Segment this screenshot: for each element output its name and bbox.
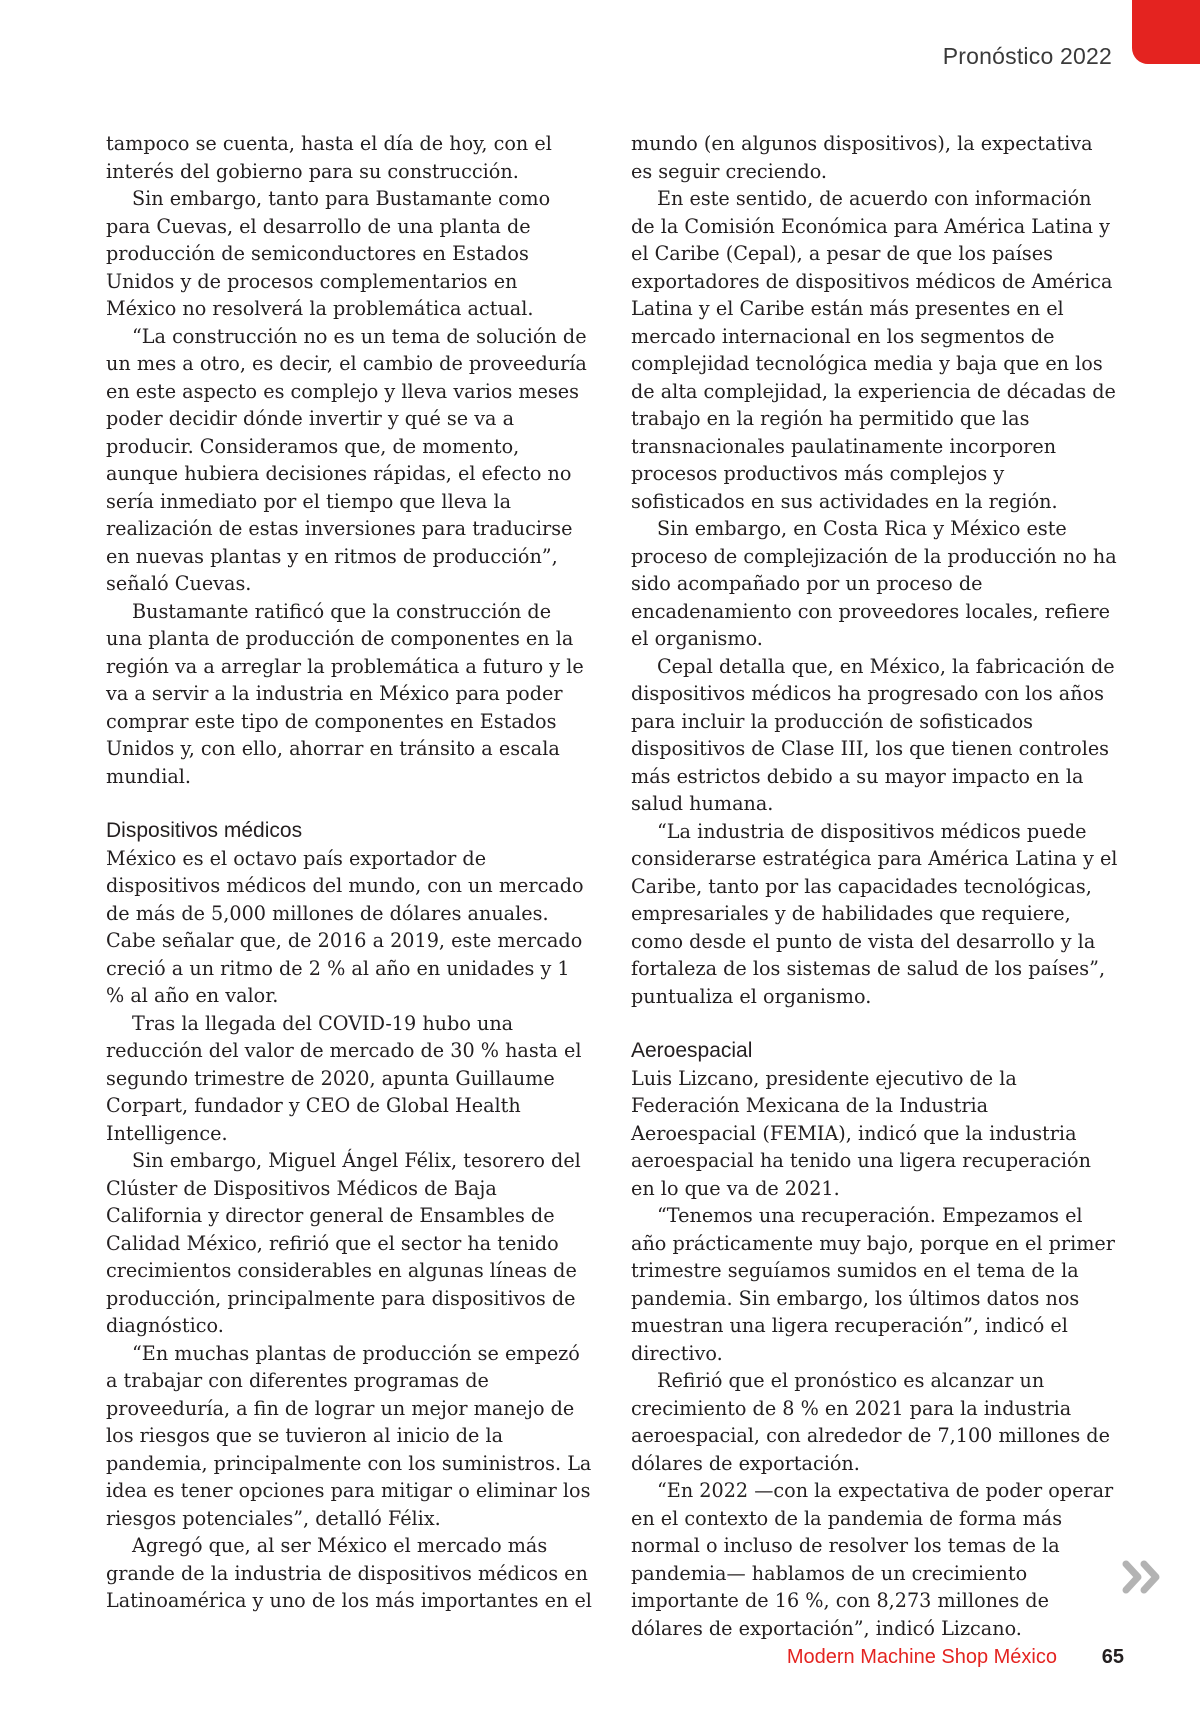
magazine-name: Modern Machine Shop México xyxy=(786,1646,1057,1668)
left-column xyxy=(106,130,593,1615)
paragraph: tampoco se cuenta, hasta el día de hoy, con el interés del gobierno para su construcción. xyxy=(106,132,552,183)
paragraph: Refirió que el pronóstico es alcanzar un crecimiento de 8 % en 2021 para la industria aeroespacial, con alrededor de 7,100 millones de dólares de exportación. xyxy=(631,1369,1110,1475)
paragraph: Agregó que, al ser México el mercado más grande de la industria de dispositivos médicos en Latinoamérica y uno de los más importantes en el xyxy=(106,1534,592,1612)
paragraph: “En 2022 —con la expectativa de poder operar en el contexto de la pandemia de forma más normal o incluso de resolver los temas de la pandemia— hablamos de un crecimiento importante de 16 %, con 8,273 millones de dólares de exportación”, indicó Lizcano. xyxy=(631,1479,1114,1640)
subheading-aerospace: Aeroespacial xyxy=(631,1039,753,1062)
paragraph: En este sentido, de acuerdo con información de la Comisión Económica para América Latina y el Caribe (Cepal), a pesar de que los países exportadores de dispositivos médicos de América Latina y el Caribe están más presentes en el mercado internacional en los segmentos de complejidad tecnológica media y baja que en los de alta complejidad, la experiencia de décadas de trabajo en la región ha permitido que las transnacionales paulatinamente incorporen procesos productivos más complejos y sofisticados en sus actividades en la región. xyxy=(631,187,1116,513)
section-title: Pronóstico 2022 xyxy=(942,43,1112,69)
right-column xyxy=(631,130,1118,1642)
paragraph: Sin embargo, en Costa Rica y México este proceso de complejización de la producción no ha sido acompañado por un proceso de encadenamiento con proveedores locales, refiere el organismo. xyxy=(631,517,1117,650)
paragraph: Cepal detalla que, en México, la fabricación de dispositivos médicos ha progresado con los años para incluir la producción de sofisticados dispositivos de Clase III, los que tienen controles más estrictos debido a su mayor impacto en la salud humana. xyxy=(631,654,1115,815)
paragraph: “La construcción no es un tema de solución de un mes a otro, es decir, el cambio de proveeduría en este aspecto es complejo y lleva varios meses poder decidir dónde invertir y qué se va a producir. Consideramos que, de momento, aunque hubiera decisiones rápidas, el efecto no sería inmediato por el tiempo que lleva la realización de estas inversiones para traducirse en nuevas plantas y en ritmos de producción”, señaló Cuevas. xyxy=(106,324,587,595)
paragraph: Luis Lizcano, presidente ejecutivo de la Federación Mexicana de la Industria Aeroespacial (FEMIA), indicó que la industria aeroespacial ha tenido una ligera recuperación en lo que va de 2021. xyxy=(631,1066,1091,1200)
header-red-tab xyxy=(1132,0,1200,64)
paragraph: Sin embargo, tanto para Bustamante como para Cuevas, el desarrollo de una planta de producción de semiconductores en Estados Unidos y de procesos complementarios en México no resolverá la problemática actual. xyxy=(106,187,551,320)
paragraph: Sin embargo, Miguel Ángel Félix, tesorero del Clúster de Dispositivos Médicos de Baja California y director general de Ensambles de Calidad México, refirió que el sector ha tenido crecimientos considerables en algunas líneas de producción, principalmente para dispositivos de diagnóstico. xyxy=(106,1149,581,1337)
paragraph: “La industria de dispositivos médicos puede considerarse estratégica para América Latina y el Caribe, tanto por las capacidades tecnológicas, empresariales y de habilidades que requiere, como desde el punto de vista del desarrollo y la fortaleza de los sistemas de salud de los países”, puntualiza el organismo. xyxy=(631,819,1118,1008)
paragraph: mundo (en algunos dispositivos), la expectativa es seguir creciendo. xyxy=(631,132,1093,183)
paragraph: “En muchas plantas de producción se empezó a trabajar con diferentes programas de proveeduría, a fin de lograr un mejor manejo de los riesgos que se tuvieron al inicio de la pandemia, principalmente con los suministros. La idea es tener opciones para mitigar o eliminar los riesgos potenciales”, detalló Félix. xyxy=(106,1341,592,1530)
paragraph: “Tenemos una recuperación. Empezamos el año prácticamente muy bajo, porque en el primer trimestre seguíamos sumidos en el tema de la pandemia. Sin embargo, los últimos datos nos muestran una ligera recuperación”, indicó el directivo. xyxy=(631,1204,1115,1365)
paragraph: Tras la llegada del COVID-19 hubo una reducción del valor de mercado de 30 % hasta el segundo trimestre de 2020, apunta Guillaume Corpart, fundador y CEO de Global Health Intelligence. xyxy=(106,1011,582,1145)
paragraph: Bustamante ratificó que la construcción de una planta de producción de componentes en la región va a arreglar la problemática a futuro y le va a servir a la industria en México para poder comprar este tipo de componentes en Estados Unidos y, con ello, ahorrar en tránsito a escala mundial. xyxy=(106,599,584,788)
double-chevron-right-icon[interactable] xyxy=(1122,1560,1164,1594)
paragraph: México es el octavo país exportador de dispositivos médicos del mundo, con un mercado de más de 5,000 millones de dólares anuales. Cabe señalar que, de 2016 a 2019, este mercado creció a un ritmo de 2 % al año en unidades y 1 % al año en valor. xyxy=(106,846,584,1007)
subheading-devices: Dispositivos médicos xyxy=(106,819,303,842)
page-number: 65 xyxy=(1101,1646,1124,1668)
